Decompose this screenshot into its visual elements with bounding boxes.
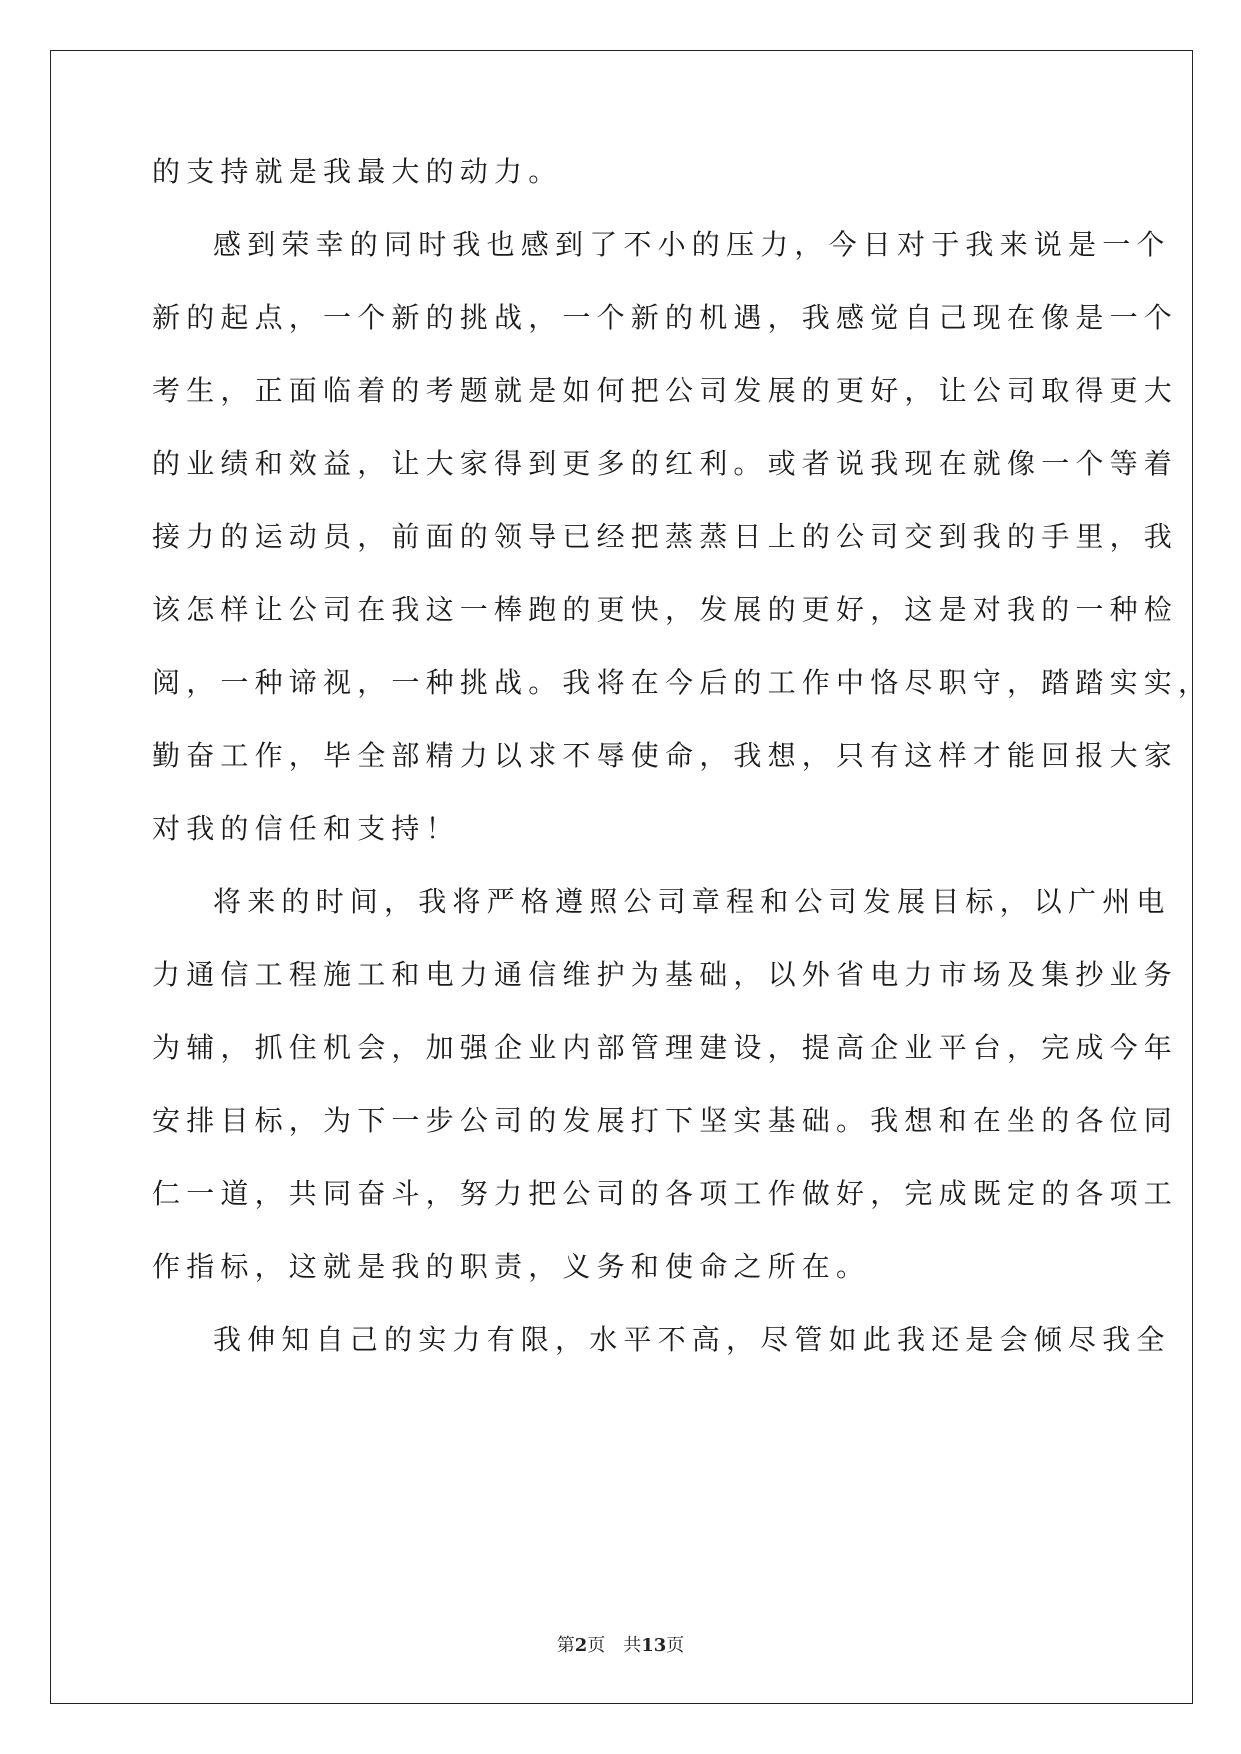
text-line: 力通信工程施工和电力通信维护为基础，以外省电力市场及集抄业务: [152, 958, 1179, 991]
text-line: 安排目标，为下一步公司的发展打下坚实基础。我想和在坐的各位同: [152, 1104, 1179, 1137]
text-line: 考生，正面临着的考题就是如何把公司发展的更好，让公司取得更大: [152, 374, 1179, 407]
footer-page-unit: 页: [587, 1635, 606, 1656]
page-footer: [0, 1634, 1241, 1658]
footer-total-prefix: 共: [623, 1635, 642, 1656]
text-line: 仁一道，共同奋斗，努力把公司的各项工作做好，完成既定的各项工: [152, 1177, 1179, 1210]
text-line: 的业绩和效益，让大家得到更多的红利。或者说我现在就像一个等着: [152, 447, 1179, 480]
total-pages-number: 13: [641, 1635, 667, 1656]
text-line: 接力的运动员，前面的领导已经把蒸蒸日上的公司交到我的手里，我: [152, 520, 1179, 553]
paragraph-first-line: 我伸知自己的实力有限，水平不高，尽管如此我还是会倾尽我全: [213, 1323, 1171, 1356]
text-line: 新的起点，一个新的挑战，一个新的机遇，我感觉自己现在像是一个: [152, 301, 1179, 334]
text-line: 对我的信任和支持！: [152, 812, 460, 845]
text-line: 勤奋工作，毕全部精力以求不辱使命，我想，只有这样才能回报大家: [152, 739, 1179, 772]
paragraph-first-line: 将来的时间，我将严格遵照公司章程和公司发展目标，以广州电: [213, 885, 1171, 918]
text-line: 为辅，抓住机会，加强企业内部管理建设，提高企业平台，完成今年: [152, 1031, 1179, 1064]
footer-total-unit: 页: [666, 1635, 685, 1656]
text-line: 的支持就是我最大的动力。: [152, 155, 563, 188]
footer-prefix: 第: [556, 1635, 575, 1656]
text-line: 阅，一种谛视，一种挑战。我将在今后的工作中恪尽职守，踏踏实实，: [152, 666, 1213, 699]
paragraph-first-line: 感到荣幸的同时我也感到了不小的压力，今日对于我来说是一个: [213, 228, 1171, 261]
text-line: 该怎样让公司在我这一棒跑的更快，发展的更好，这是对我的一种检: [152, 593, 1179, 626]
text-line: 作指标，这就是我的职责，义务和使命之所在。: [152, 1250, 871, 1283]
current-page-number: 2: [574, 1635, 588, 1656]
